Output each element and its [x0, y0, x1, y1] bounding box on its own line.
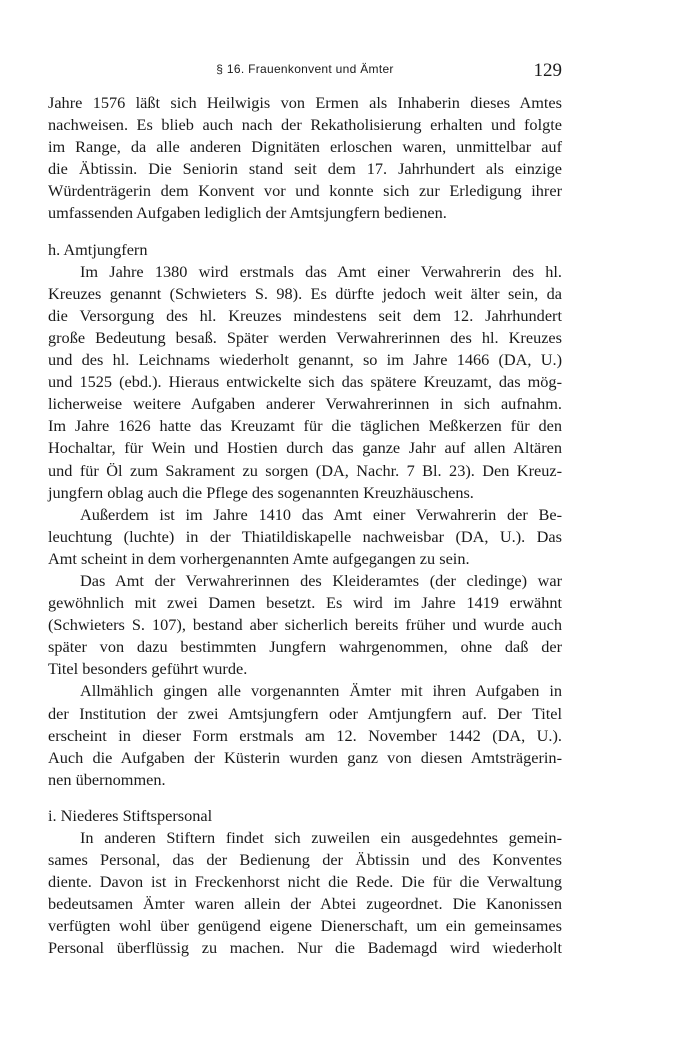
text-line: Würdenträgerin dem Konvent vor und konnte sich zur Erledigung ihrer: [48, 181, 562, 201]
page-number: 129: [533, 60, 562, 81]
text-line: leuchtung (luchte) in der Thiatildiskapelle nachweisbar (DA, U.). Das: [48, 526, 562, 546]
text-line: Auch die Aufgaben der Küsterin wurden ganz von diesen Amtsträgerin-: [48, 747, 562, 767]
text-line: erscheint in dieser Form erstmals am 12. November 1442 (DA, U.).: [48, 725, 562, 745]
running-title: § 16. Frauenkonvent und Ämter: [216, 62, 394, 76]
text-line: In anderen Stiftern findet sich zuweilen ein ausgedehntes gemein-: [80, 828, 562, 847]
text-line: Hochaltar, für Wein und Hostien durch das ganze Jahr auf allen Altären: [48, 438, 562, 458]
text-line: umfassenden Aufgaben lediglich der Amtsjungfern bedienen.: [48, 203, 447, 223]
text-line: Amt scheint in dem vorhergenannten Amte aufgegangen zu sein.: [48, 548, 470, 568]
text-line: die Versorgung des hl. Kreuzes mindestens seit dem 12. Jahrhundert: [48, 305, 562, 325]
text-line: Das Amt der Verwahrerinnen des Kleideramtes (der cledinge) war: [80, 570, 562, 590]
text-line: Kreuzes genannt (Schwieters S. 98). Es dürfte jedoch weit älter sein, da: [48, 283, 562, 303]
text-line: später von dazu bestimmten Jungfern wahrgenommen, ohne daß der: [48, 637, 562, 657]
section-spacer: [48, 791, 562, 805]
text-line: Personal überflüssig zu machen. Nur die Bademagd wird wiederholt: [48, 938, 562, 958]
text-line: Jahre 1576 läßt sich Heilwigis von Ermen als Inhaberin dieses Amtes: [48, 93, 562, 112]
text-line: im Range, da alle anderen Dignitäten erloschen waren, unmittelbar auf: [48, 137, 562, 157]
text-line: Im Jahre 1626 hatte das Kreuzamt für die täglichen Meßkerzen für den: [48, 416, 562, 436]
section-spacer: [48, 225, 562, 239]
text-line: die Äbtissin. Die Seniorin stand seit dem 17. Jahrhundert als einzige: [48, 159, 562, 179]
body-text: [48, 92, 562, 960]
text-line: nen übernommen.: [48, 769, 166, 789]
page-header: [48, 60, 562, 84]
text-line: und des hl. Leichnams wiederholt genannt, so im Jahre 1466 (DA, U.): [48, 350, 562, 370]
text-line: große Bedeutung besaß. Später werden Verwahrerinnen des hl. Kreuzes: [48, 327, 562, 347]
text-line: der Institution der zwei Amtsjungfern oder Amtjungfern auf. Der Titel: [48, 703, 562, 723]
text-line: und für Öl zum Sakrament zu sorgen (DA, Nachr. 7 Bl. 23). Den Kreuz-: [48, 460, 562, 480]
text-line: nachweisen. Es blieb auch nach der Rekatholisierung erhalten und folgte: [48, 115, 562, 135]
text-line: Außerdem ist im Jahre 1410 das Amt einer Verwahrerin der Be-: [80, 504, 562, 524]
text-line: gewöhnlich mit zwei Damen besetzt. Es wird im Jahre 1419 erwähnt: [48, 593, 562, 613]
text-line: bedeutsamen Ämter waren allein der Abtei zugeordnet. Die Kanonissen: [48, 894, 562, 914]
text-line: und 1525 (ebd.). Hieraus entwickelte sich das spätere Kreuzamt, das mög-: [48, 372, 562, 392]
text-line: Allmählich gingen alle vorgenannten Ämter mit ihren Aufgaben in: [80, 681, 562, 701]
text-line: Im Jahre 1380 wird erstmals das Amt einer Verwahrerin des hl.: [80, 261, 562, 281]
text-line: diente. Davon ist in Freckenhorst nicht die Rede. Die für die Verwaltung: [48, 872, 562, 892]
text-line: licherweise weitere Aufgaben anderer Verwahrerinnen in sich aufnahm.: [48, 394, 562, 414]
text-line: Titel besonders geführt wurde.: [48, 659, 248, 679]
text-line: sames Personal, das der Bedienung der Äbtissin und des Konventes: [48, 850, 562, 870]
section-heading: i. Niederes Stiftspersonal: [48, 805, 213, 825]
section-heading: h. Amtjungfern: [48, 239, 148, 259]
text-line: (Schwieters S. 107), bestand aber sicherlich bereits früher und wurde auch: [48, 615, 562, 635]
text-line: verfügten wohl über genügend eigene Dienerschaft, um ein gemeinsames: [48, 916, 562, 936]
text-line: jungfern oblag auch die Pflege des sogenannten Kreuzhäuschens.: [48, 482, 474, 502]
